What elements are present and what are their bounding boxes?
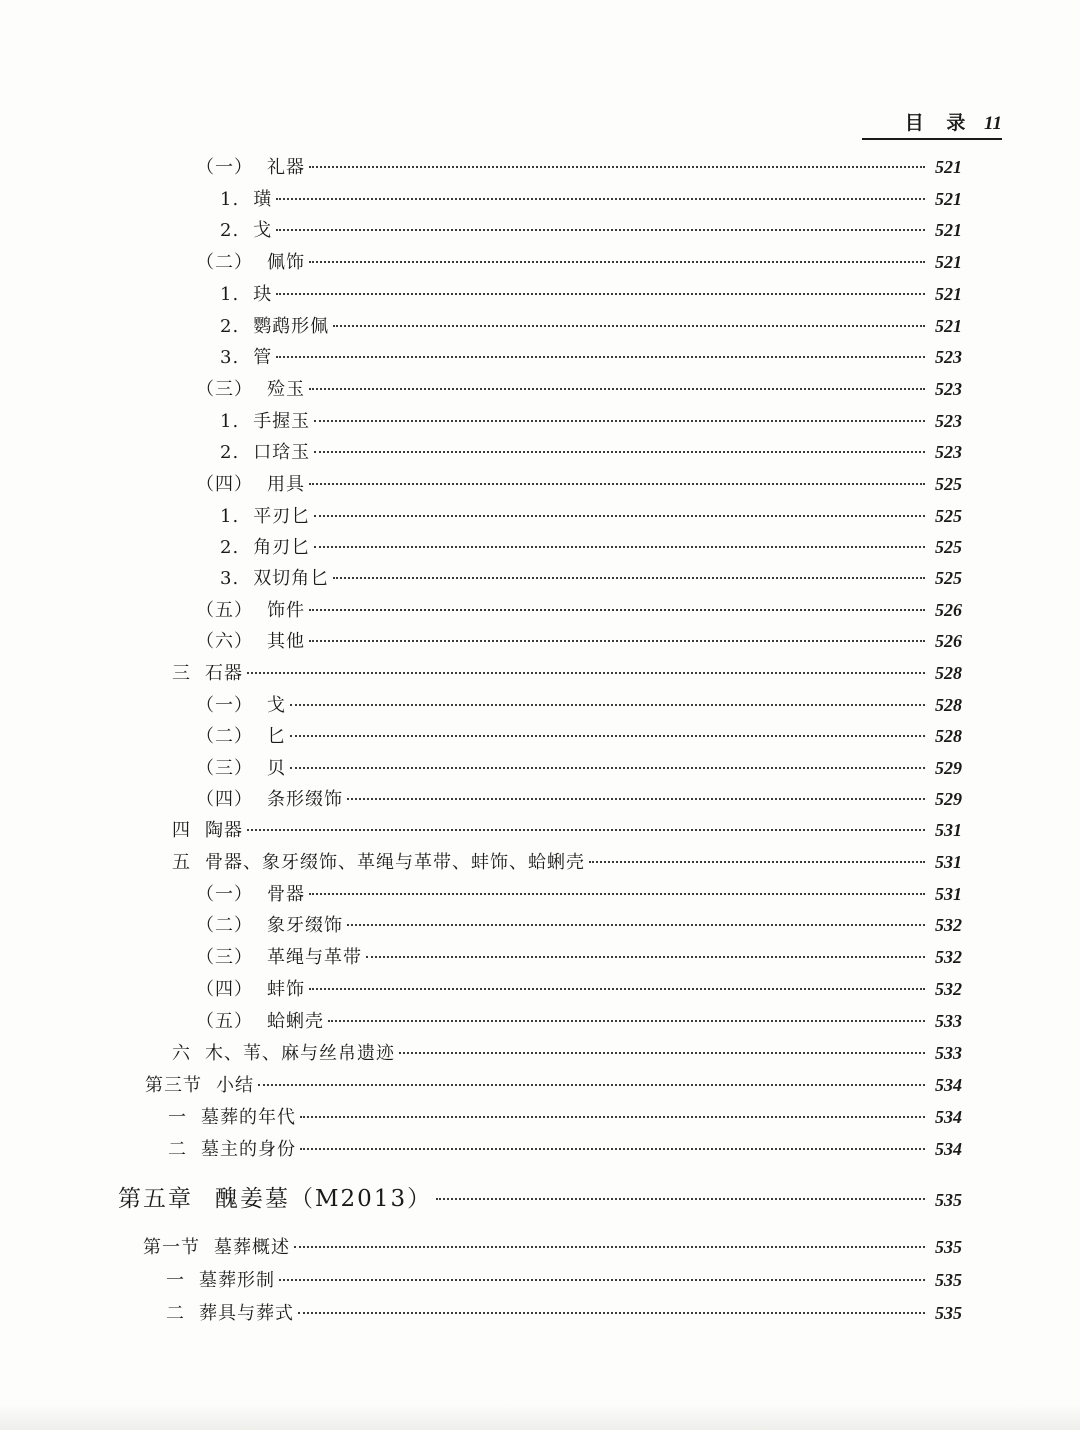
leader-dots xyxy=(276,229,925,231)
toc-entry-number: （五） xyxy=(196,600,253,621)
toc-entry-number: （二） xyxy=(196,726,253,747)
toc-entry[interactable] xyxy=(172,816,962,844)
toc-entry-title: 葬具与葬式 xyxy=(199,1303,294,1324)
toc-entry-number: 第五章 xyxy=(118,1186,193,1212)
toc-entry-title: 口琀玉 xyxy=(253,442,311,463)
toc-entry-title: 双切角匕 xyxy=(253,568,330,589)
toc-entry-page: 533 xyxy=(935,1043,962,1063)
toc-entry-number: 1. xyxy=(220,506,240,527)
toc-entry-text xyxy=(118,1182,432,1216)
toc-entry[interactable] xyxy=(196,722,962,750)
toc-entry[interactable] xyxy=(166,1266,962,1294)
toc-entry[interactable] xyxy=(196,627,962,655)
toc-entry-title: 骨器 xyxy=(267,884,305,905)
toc-entry-number: 第三节 xyxy=(145,1075,202,1096)
toc-entry-text xyxy=(196,376,305,404)
toc-entry-page: 529 xyxy=(935,758,962,778)
toc-entry-page: 534 xyxy=(935,1139,962,1159)
toc-entry-number: 3. xyxy=(220,568,240,589)
toc-entry-page: 525 xyxy=(935,506,962,526)
toc-entry-number: （六） xyxy=(196,631,253,652)
toc-entry-number: 五 xyxy=(172,852,191,873)
toc-entry-text xyxy=(172,849,585,877)
toc-entry-title: 陶器 xyxy=(205,820,243,841)
toc-entry[interactable] xyxy=(168,1135,962,1163)
toc-entry-number: 一 xyxy=(166,1270,185,1291)
leader-dots xyxy=(247,672,925,674)
toc-entry[interactable] xyxy=(196,911,962,939)
toc-entry[interactable] xyxy=(172,848,962,876)
toc-entry-number: 1. xyxy=(220,411,240,432)
toc-entry-text xyxy=(196,471,305,499)
toc-entry-text xyxy=(196,976,305,1004)
toc-entry-page: 523 xyxy=(935,442,962,462)
toc-entry-title: 鹦鹉形佩 xyxy=(253,316,330,337)
leader-dots xyxy=(328,1020,925,1022)
toc-entry-title: 其他 xyxy=(267,631,305,652)
leader-dots xyxy=(436,1198,925,1200)
toc-entry[interactable] xyxy=(196,153,962,181)
toc-entry-text xyxy=(196,692,286,720)
leader-dots xyxy=(298,1312,925,1314)
leader-dots xyxy=(294,1246,925,1248)
toc-entry-number: 一 xyxy=(168,1107,187,1128)
toc-entry-text xyxy=(172,660,243,688)
toc-entry[interactable] xyxy=(196,1007,962,1035)
toc-entry-title: 戈 xyxy=(267,695,286,716)
toc-entry-page: 523 xyxy=(935,411,962,431)
running-header xyxy=(862,108,1002,140)
toc-entry-page: 528 xyxy=(935,695,962,715)
toc-entry-number: （一） xyxy=(196,695,253,716)
leader-dots xyxy=(276,198,925,200)
toc-entry-number: 四 xyxy=(172,820,191,841)
toc-entry-text xyxy=(220,408,310,436)
toc-entry-number: 1. xyxy=(220,189,240,210)
toc-entry-number: 3. xyxy=(220,347,240,368)
toc-entry-page: 532 xyxy=(935,947,962,967)
toc-entry-title: 用具 xyxy=(267,474,305,495)
leader-dots xyxy=(290,735,925,737)
leader-dots xyxy=(333,577,925,579)
toc-entry[interactable] xyxy=(166,1299,962,1327)
toc-entry-text xyxy=(220,565,329,593)
toc-entry-title: 角刃匕 xyxy=(253,537,311,558)
toc-entry[interactable] xyxy=(196,691,962,719)
toc-entry-text xyxy=(168,1136,296,1164)
toc-entry-number: （四） xyxy=(196,474,253,495)
toc-entry[interactable] xyxy=(172,1039,962,1067)
toc-entry-text xyxy=(196,249,305,277)
toc-entry[interactable] xyxy=(196,785,962,813)
toc-entry[interactable] xyxy=(220,216,962,244)
toc-entry[interactable] xyxy=(196,248,962,276)
leader-dots xyxy=(314,515,925,517)
toc-entry-number: 2. xyxy=(220,537,240,558)
toc-entry-number: （四） xyxy=(196,789,253,810)
toc-entry-text xyxy=(172,1040,395,1068)
toc-entry-number: （五） xyxy=(196,1011,253,1032)
toc-entry-text xyxy=(220,503,310,531)
leader-dots xyxy=(309,483,925,485)
toc-entry-page: 521 xyxy=(935,284,962,304)
toc-entry-title: 醜姜墓（M2013） xyxy=(215,1186,433,1212)
toc-entry-text xyxy=(220,281,272,309)
toc-entry-title: 手握玉 xyxy=(253,411,311,432)
toc-entry-page: 534 xyxy=(935,1107,962,1127)
toc-entry-text xyxy=(196,912,343,940)
leader-dots xyxy=(247,829,925,831)
toc-entry-title: 蚌饰 xyxy=(267,979,305,1000)
toc-entry-page: 525 xyxy=(935,568,962,588)
toc-entry-page: 528 xyxy=(935,726,962,746)
toc-entry-title: 佩饰 xyxy=(267,252,305,273)
toc-entry-number: （四） xyxy=(196,979,253,1000)
toc-entry-page: 521 xyxy=(935,220,962,240)
toc-entry-title: 蛤蜊壳 xyxy=(267,1011,324,1032)
toc-entry-text xyxy=(220,313,329,341)
toc-entry-title: 匕 xyxy=(267,726,286,747)
toc-entry-number: （三） xyxy=(196,758,253,779)
toc-entry-text xyxy=(220,439,310,467)
leader-dots xyxy=(279,1279,925,1281)
toc-entry-text xyxy=(168,1104,296,1132)
leader-dots xyxy=(314,451,925,453)
toc-entry-page: 534 xyxy=(935,1075,962,1095)
leader-dots xyxy=(309,166,925,168)
toc-entry-text xyxy=(196,628,305,656)
toc-entry[interactable] xyxy=(196,880,962,908)
toc-entry-title: 象牙缀饰 xyxy=(267,915,343,936)
toc-entry[interactable] xyxy=(220,312,962,340)
leader-dots xyxy=(366,956,925,958)
toc-entry-number: 2. xyxy=(220,442,240,463)
toc-entry[interactable] xyxy=(220,564,962,592)
leader-dots xyxy=(309,640,925,642)
toc-entry[interactable] xyxy=(220,533,962,561)
toc-entry-title: 木、苇、麻与丝帛遗迹 xyxy=(205,1043,395,1064)
toc-entry-page: 526 xyxy=(935,600,962,620)
toc-entry-text xyxy=(220,534,310,562)
header-page-number: 11 xyxy=(984,113,1002,134)
leader-dots xyxy=(314,546,925,548)
toc-entry-number: 第一节 xyxy=(143,1237,200,1258)
leader-dots xyxy=(309,388,925,390)
toc-entry[interactable] xyxy=(196,975,962,1003)
toc-entry-number: 六 xyxy=(172,1043,191,1064)
toc-entry-number: （二） xyxy=(196,252,253,273)
toc-entry-title: 墓主的身份 xyxy=(201,1139,296,1160)
toc-entry-number: （三） xyxy=(196,947,253,968)
toc-entry-page: 535 xyxy=(935,1237,962,1257)
toc-entry-text xyxy=(196,597,305,625)
toc-entry-number: （二） xyxy=(196,915,253,936)
toc-entry[interactable] xyxy=(168,1103,962,1131)
toc-entry-text xyxy=(166,1267,275,1295)
toc-entry-page: 529 xyxy=(935,789,962,809)
toc-entry-title: 戈 xyxy=(253,220,273,241)
toc-entry-text xyxy=(143,1234,290,1262)
toc-entry-number: （一） xyxy=(196,884,253,905)
toc-entry-text xyxy=(196,154,305,182)
leader-dots xyxy=(347,924,925,926)
toc-entry-text xyxy=(196,723,286,751)
toc-entry-page: 535 xyxy=(935,1303,962,1323)
leader-dots xyxy=(309,261,925,263)
leader-dots xyxy=(290,767,925,769)
leader-dots xyxy=(300,1148,925,1150)
toc-entry[interactable] xyxy=(196,596,962,624)
toc-entry-title: 玦 xyxy=(253,284,273,305)
toc-entry-page: 521 xyxy=(935,316,962,336)
toc-entry-title: 管 xyxy=(253,347,273,368)
toc-entry-text xyxy=(196,944,362,972)
leader-dots xyxy=(258,1084,925,1086)
toc-entry[interactable] xyxy=(143,1233,962,1261)
toc-entry-number: 三 xyxy=(172,663,191,684)
toc-entry-text xyxy=(220,217,272,245)
toc-entry[interactable] xyxy=(220,280,962,308)
toc-entry-number: 1. xyxy=(220,284,240,305)
toc-entry-page: 521 xyxy=(935,157,962,177)
toc-entry-page: 523 xyxy=(935,347,962,367)
toc-entry-page: 523 xyxy=(935,379,962,399)
toc-entry-title: 墓葬形制 xyxy=(199,1270,275,1291)
toc-entry-title: 璜 xyxy=(253,189,273,210)
toc-entry-page: 532 xyxy=(935,915,962,935)
leader-dots xyxy=(309,988,925,990)
toc-entry-title: 石器 xyxy=(205,663,243,684)
toc-entry-title: 殓玉 xyxy=(267,379,305,400)
toc-entry-page: 531 xyxy=(935,884,962,904)
toc-entry-page: 525 xyxy=(935,474,962,494)
toc-entry[interactable] xyxy=(220,407,962,435)
toc-entry[interactable] xyxy=(220,185,962,213)
leader-dots xyxy=(399,1052,925,1054)
toc-entry[interactable] xyxy=(145,1071,962,1099)
toc-entry-number: 二 xyxy=(166,1303,185,1324)
toc-entry-text xyxy=(166,1300,294,1328)
toc-entry[interactable] xyxy=(196,470,962,498)
leader-dots xyxy=(276,356,925,358)
header-section-name: 目 录 xyxy=(904,112,974,134)
toc-entry-page: 521 xyxy=(935,189,962,209)
toc-entry-title: 骨器、象牙缀饰、革绳与革带、蚌饰、蛤蜊壳 xyxy=(205,852,585,873)
toc-entry-page: 535 xyxy=(935,1270,962,1290)
toc-entry-page: 526 xyxy=(935,631,962,651)
leader-dots xyxy=(276,293,925,295)
toc-entry-page: 532 xyxy=(935,979,962,999)
toc-entry-number: （三） xyxy=(196,379,253,400)
toc-entry-text xyxy=(196,755,286,783)
toc-entry-title: 墓葬概述 xyxy=(214,1237,290,1258)
leader-dots xyxy=(314,420,925,422)
toc-entry-text xyxy=(196,1008,324,1036)
toc-entry-text xyxy=(172,817,243,845)
toc-entry-number: 2. xyxy=(220,220,240,241)
toc-entry-title: 小结 xyxy=(216,1075,254,1096)
toc-entry-text xyxy=(220,344,272,372)
toc-entry[interactable] xyxy=(220,438,962,466)
toc-entry-text xyxy=(145,1072,254,1100)
leader-dots xyxy=(309,609,925,611)
toc-entry-page: 531 xyxy=(935,820,962,840)
toc-entry[interactable] xyxy=(196,754,962,782)
toc-entry-number: （一） xyxy=(196,157,253,178)
toc-entry[interactable] xyxy=(172,659,962,687)
toc-entry[interactable] xyxy=(196,375,962,403)
toc-entry-title: 饰件 xyxy=(267,600,305,621)
toc-entry-page: 531 xyxy=(935,852,962,872)
toc-entry-page: 533 xyxy=(935,1011,962,1031)
toc-chapter-entry[interactable] xyxy=(118,1182,962,1216)
leader-dots xyxy=(347,798,925,800)
toc-entry-page: 521 xyxy=(935,252,962,272)
toc-entry[interactable] xyxy=(220,343,962,371)
toc-entry-number: 二 xyxy=(168,1139,187,1160)
toc-entry-text xyxy=(196,881,305,909)
toc-entry-text xyxy=(220,186,272,214)
toc-entry-title: 革绳与革带 xyxy=(267,947,362,968)
page-edge-shadow xyxy=(0,1404,1080,1430)
toc-entry-page: 535 xyxy=(935,1190,962,1210)
toc-entry-number: 2. xyxy=(220,316,240,337)
toc-entry[interactable] xyxy=(220,502,962,530)
leader-dots xyxy=(333,325,925,327)
toc-entry-title: 贝 xyxy=(267,758,286,779)
toc-entry-page: 528 xyxy=(935,663,962,683)
toc-entry-title: 条形缀饰 xyxy=(267,789,343,810)
toc-entry-page: 525 xyxy=(935,537,962,557)
toc-entry-title: 平刃匕 xyxy=(253,506,311,527)
toc-entry[interactable] xyxy=(196,943,962,971)
leader-dots xyxy=(300,1116,925,1118)
toc-entry-title: 礼器 xyxy=(267,157,305,178)
leader-dots xyxy=(309,893,925,895)
toc-entry-title: 墓葬的年代 xyxy=(201,1107,296,1128)
leader-dots xyxy=(290,704,925,706)
leader-dots xyxy=(589,861,925,863)
toc-entry-text xyxy=(196,786,343,814)
